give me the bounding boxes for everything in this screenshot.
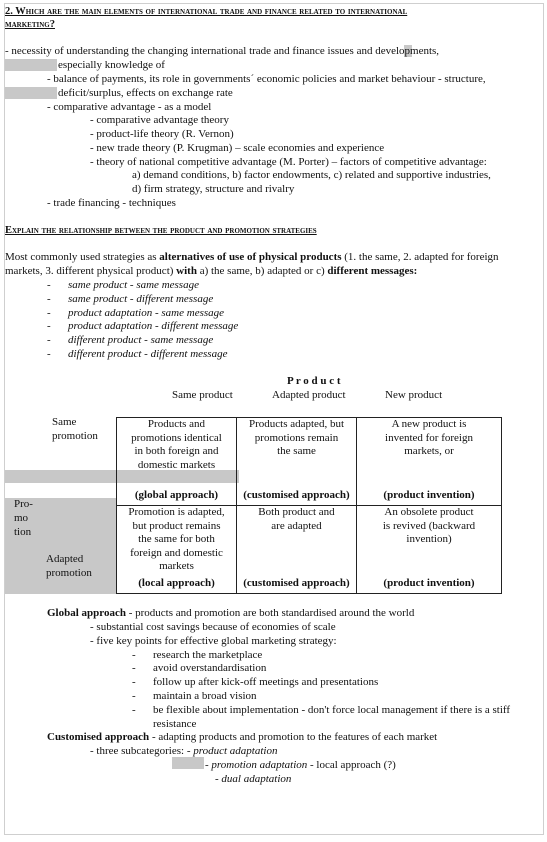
cell-text: in both foreign and [134,445,219,458]
matrix-cell-local [117,506,237,594]
section-heading: 2. Which are the main elements of international trade and finance related to international [5,6,408,17]
bold-text: Global approach [47,607,126,619]
text-line: - product-life theory (R. Vernon) [90,128,234,140]
bullet-item: different product - same message [68,334,214,346]
bullet-dash: - [132,690,136,702]
cell-approach: (customised approach) [243,577,350,590]
row-header: Same [52,416,77,428]
bullet-item: product adaptation - different message [68,320,239,332]
column-header: New product [385,389,443,401]
paragraph-line [5,251,499,265]
bullet-dash: - [132,676,136,688]
text: - local approach (?) [307,759,396,771]
highlight [172,757,204,769]
text: markets, 3. different physical product) [5,265,177,277]
text: - products and promotion are both standardised around the world [125,607,415,619]
italic-text: - product adaptation [186,745,278,757]
italic-text: - promotion adaptation [205,759,308,771]
row-header: tion [14,526,32,538]
bold-text: with [176,265,197,277]
text: (1. the same, 2. adapted for foreign [341,251,499,263]
row-header: promotion [52,430,98,442]
text-line [90,745,277,759]
cell-approach: (global approach) [134,489,219,502]
cell-text: markets, or [404,445,454,458]
cell-text: An obsolete product [384,506,474,518]
bullet-dash: - [47,320,51,332]
bullet-item: different product - different message [68,348,228,360]
text-line [205,759,396,773]
text-line: - new trade theory (P. Krugman) – scale economies and experience [90,142,385,154]
bullet-item: follow up after kick-off meetings and presentations [153,676,379,688]
bullet-dash: - [47,293,51,305]
bullet-item: be flexible about implementation - don't force local management if there is a stiff [153,704,511,716]
cell-approach: (customised approach) [243,489,350,502]
cell-approach: (local approach) [138,577,215,590]
text-line: - comparative advantage - as a model [47,101,212,113]
text-line: a) demand conditions, b) factor endowments, c) related and supportive industries, [132,169,491,181]
cell-text: promotions identical [131,431,222,444]
bullet-item: same product - different message [68,293,214,305]
cell-approach: (product invention) [383,577,475,590]
bold-text: different messages: [327,265,418,277]
cell-text: Products adapted, but [248,418,344,430]
text-line: - five key points for effective global marketing strategy: [90,635,337,647]
highlight [5,87,57,99]
matrix-cell-invention [357,418,502,506]
text: - three subcategories: [90,745,187,757]
column-header: Same product [172,389,233,401]
cell-text: is revived (backward [382,519,476,532]
cell-text: are adapted [271,519,322,532]
text-line: - substantial cost savings because of economies of scale [90,621,336,633]
text: - adapting products and promotion to the features of each market [149,731,438,743]
bullet-item-cont: resistance [153,718,197,730]
bullet-dash: - [47,348,51,360]
text-line: - trade financing - techniques [47,197,176,209]
text: Most commonly used strategies as [5,251,160,263]
text-line: - balance of payments, its role in governments´ economic policies and market behaviour - structure, [47,73,486,85]
cell-text: markets [159,560,194,573]
text-line: especially knowledge of [58,59,165,71]
row-header: promotion [46,567,92,579]
text-line: - dual adaptation [215,773,292,785]
text-line: - comparative advantage theory [90,114,229,126]
bullet-dash: - [132,662,136,674]
cell-text: but product remains [132,519,221,532]
cell-text: domestic markets [137,458,216,471]
cell-approach: (product invention) [383,489,475,502]
highlight [5,59,57,71]
paragraph-line [5,265,417,279]
bullet-dash: - [132,649,136,661]
bullet-item: product adaptation - same message [68,307,225,319]
cell-text: A new product is [391,418,467,430]
text-line: - necessity of understanding the changing international trade and finance issues and developments, [5,45,440,57]
cell-text: Promotion is adapted, [128,506,225,518]
cell-text: invented for foreign [385,431,473,444]
paragraph-line [47,607,414,621]
bullet-item: research the marketplace [153,649,263,661]
bullet-dash: - [47,334,51,346]
row-header: Adapted [46,553,84,565]
cell-text: Both product and [258,506,335,518]
matrix-cell-invention [357,506,502,594]
row-header: mo [14,512,29,524]
bullet-dash: - [47,279,51,291]
column-header: Adapted product [272,389,346,401]
text: a) the same, b) adapted or c) [196,265,328,277]
cell-text: the same for both [138,533,215,546]
cell-text: invention) [406,533,452,546]
cell-text: the same [277,445,316,458]
text-line: d) firm strategy, structure and rivalry [132,183,295,195]
bullet-dash: - [132,704,136,716]
bullet-dash: - [47,307,51,319]
matrix-cell-customised [237,506,357,594]
matrix-cell-customised [237,418,357,506]
cell-text: Products and [147,418,206,430]
text-line: - theory of national competitive advantage (M. Porter) – factors of competitive advantage: [90,156,487,168]
text-line: deficit/surplus, effects on exchange rate [58,87,233,99]
section-heading: Explain the relationship between the product and promotion strategies [5,225,317,236]
cell-text: promotions remain [254,431,339,444]
paragraph-line [47,731,437,745]
bullet-item: maintain a broad vision [153,690,257,702]
product-promotion-matrix [116,417,502,594]
bold-text: Customised approach [47,731,150,743]
bullet-item: same product - same message [68,279,199,291]
bullet-item: avoid overstandardisation [153,662,267,674]
matrix-title: P r o d u c t [287,375,341,387]
cell-text: foreign and domestic [130,546,223,559]
bold-text: alternatives of use of physical products [159,251,342,263]
matrix-cell-global [117,418,237,506]
section-heading-cont: marketing? [5,19,55,30]
row-header: Pro- [14,498,33,510]
